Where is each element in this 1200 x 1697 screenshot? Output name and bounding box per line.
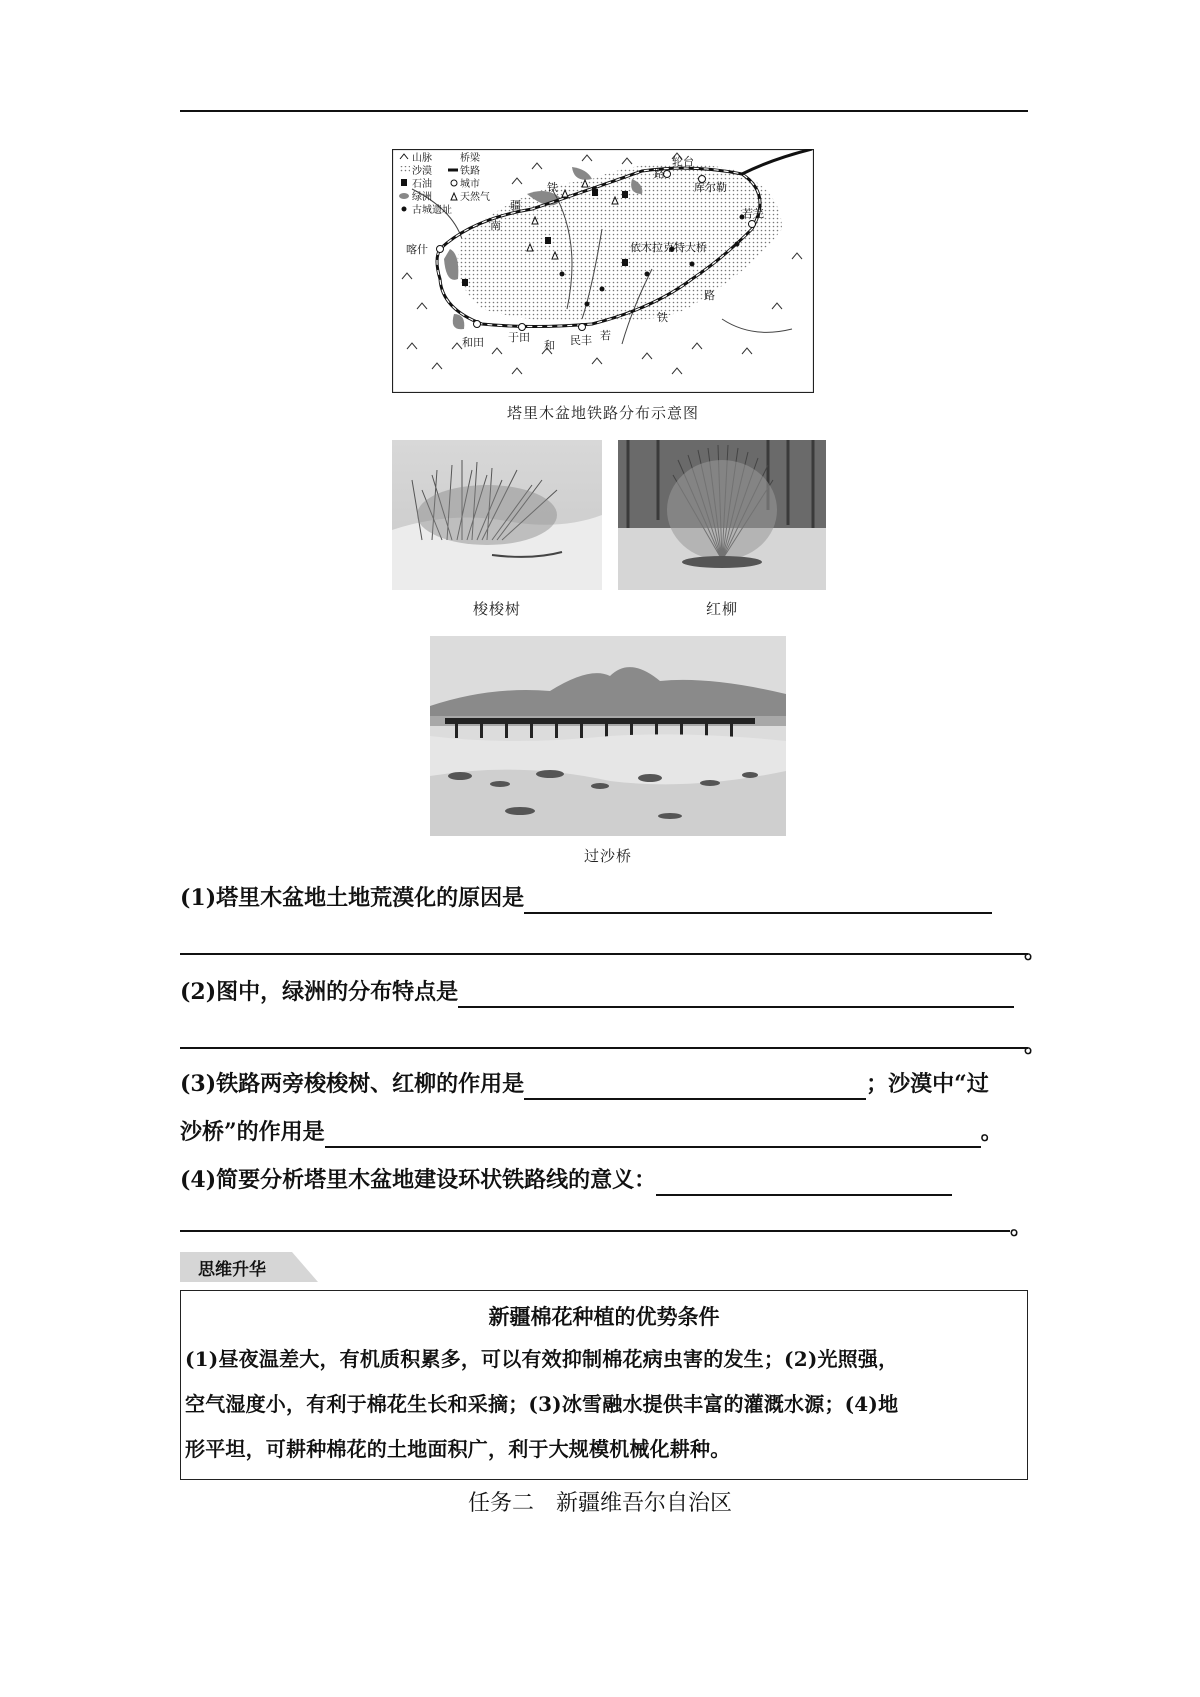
answer-blank-4b[interactable] xyxy=(180,1230,1010,1232)
label-bridge: 依木拉克特大桥 xyxy=(630,241,707,254)
summary-box xyxy=(180,1290,1028,1480)
label-kashi: 喀什 xyxy=(406,243,428,256)
legend-mountain: 山脉 xyxy=(412,153,432,164)
label-rail-c: 南 xyxy=(490,219,501,232)
saxaul-photo xyxy=(392,440,602,590)
answer-blank-3b[interactable] xyxy=(325,1122,981,1148)
label-hetian: 和田 xyxy=(462,336,484,349)
summary-line-2: 空气湿度小，有利于棉花生长和采摘；(3)冰雪融水提供丰富的灌溉水源；(4)地 xyxy=(185,1392,899,1416)
period-1: 。 xyxy=(1024,938,1047,964)
question-3-text-a: (3)铁路两旁梭梭树、红柳的作用是 xyxy=(180,1071,525,1097)
question-3 xyxy=(180,1068,989,1100)
sand-bridge-caption: 过沙桥 xyxy=(583,847,632,865)
header-rule xyxy=(180,110,1028,112)
label-tie2: 铁 xyxy=(657,311,668,324)
sand-bridge-photo xyxy=(430,636,786,836)
thinking-upgrade-tag xyxy=(180,1252,320,1282)
map-caption: 塔里木盆地铁路分布示意图 xyxy=(506,404,699,422)
label-he: 和 xyxy=(544,339,555,352)
answer-blank-3a[interactable] xyxy=(524,1074,866,1100)
summary-line-1: (1)昼夜温差大，有机质积累多，可以有效抑制棉花病虫害的发生；(2)光照强， xyxy=(185,1347,899,1371)
label-luntai: 轮台 xyxy=(672,155,694,168)
tag-label: 思维升华 xyxy=(198,1260,266,1280)
period-4: 。 xyxy=(1010,1214,1033,1240)
answer-blank-4a[interactable] xyxy=(656,1170,952,1196)
label-rail-a: 铁 xyxy=(547,181,558,194)
label-minfeng: 民丰 xyxy=(570,334,592,347)
period-2: 。 xyxy=(1024,1032,1047,1058)
legend-gas: 天然气 xyxy=(460,192,490,203)
label-ruo: 若 xyxy=(600,329,611,342)
summary-title: 新疆棉花种植的优势条件 xyxy=(488,1305,720,1329)
tamarisk-caption: 红柳 xyxy=(705,600,738,618)
question-4-text: (4)简要分析塔里木盆地建设环状铁路线的意义： xyxy=(180,1167,657,1193)
question-2 xyxy=(180,976,1014,1008)
answer-blank-1a[interactable] xyxy=(524,888,992,914)
legend-railway: 铁路 xyxy=(460,166,480,177)
question-3-text-c: 沙桥”的作用是 xyxy=(180,1119,325,1145)
question-2-text: (2)图中，绿洲的分布特点是 xyxy=(180,979,459,1005)
question-3-text-b: ；沙漠中“过 xyxy=(866,1071,989,1097)
saxaul-caption: 梭梭树 xyxy=(472,600,521,618)
question-1 xyxy=(180,882,992,914)
answer-blank-1b[interactable] xyxy=(180,953,1028,955)
legend-oil: 石油 xyxy=(412,179,432,190)
legend-oasis: 绿洲 xyxy=(412,192,432,203)
legend-ruins: 古城遗址 xyxy=(412,205,452,216)
summary-line-3: 形平坦，可耕种棉花的土地面积广，利于大规模机械化耕种。 xyxy=(185,1437,731,1461)
answer-blank-2a[interactable] xyxy=(458,982,1014,1008)
tamarisk-photo xyxy=(618,440,826,590)
label-rail-d: 疆 xyxy=(510,199,521,212)
railway-map xyxy=(392,149,814,393)
question-3-cont xyxy=(180,1116,1003,1148)
legend-bridge: 桥梁 xyxy=(460,153,480,164)
label-ruoqiang: 若羌 xyxy=(742,207,764,220)
label-yutian: 于田 xyxy=(508,331,530,344)
legend-desert: 沙漠 xyxy=(412,166,432,177)
label-kuerle: 库尔勒 xyxy=(694,181,727,194)
question-4 xyxy=(180,1164,952,1196)
answer-blank-2b[interactable] xyxy=(180,1047,1028,1049)
label-lu2: 路 xyxy=(704,289,715,302)
label-rail-b: 路 xyxy=(654,167,665,180)
section-heading: 任务二 新疆维吾尔自治区 xyxy=(467,1491,732,1516)
legend-city: 城市 xyxy=(460,179,480,190)
period-3: 。 xyxy=(980,1119,1003,1145)
question-1-text: (1)塔里木盆地土地荒漠化的原因是 xyxy=(180,885,525,911)
